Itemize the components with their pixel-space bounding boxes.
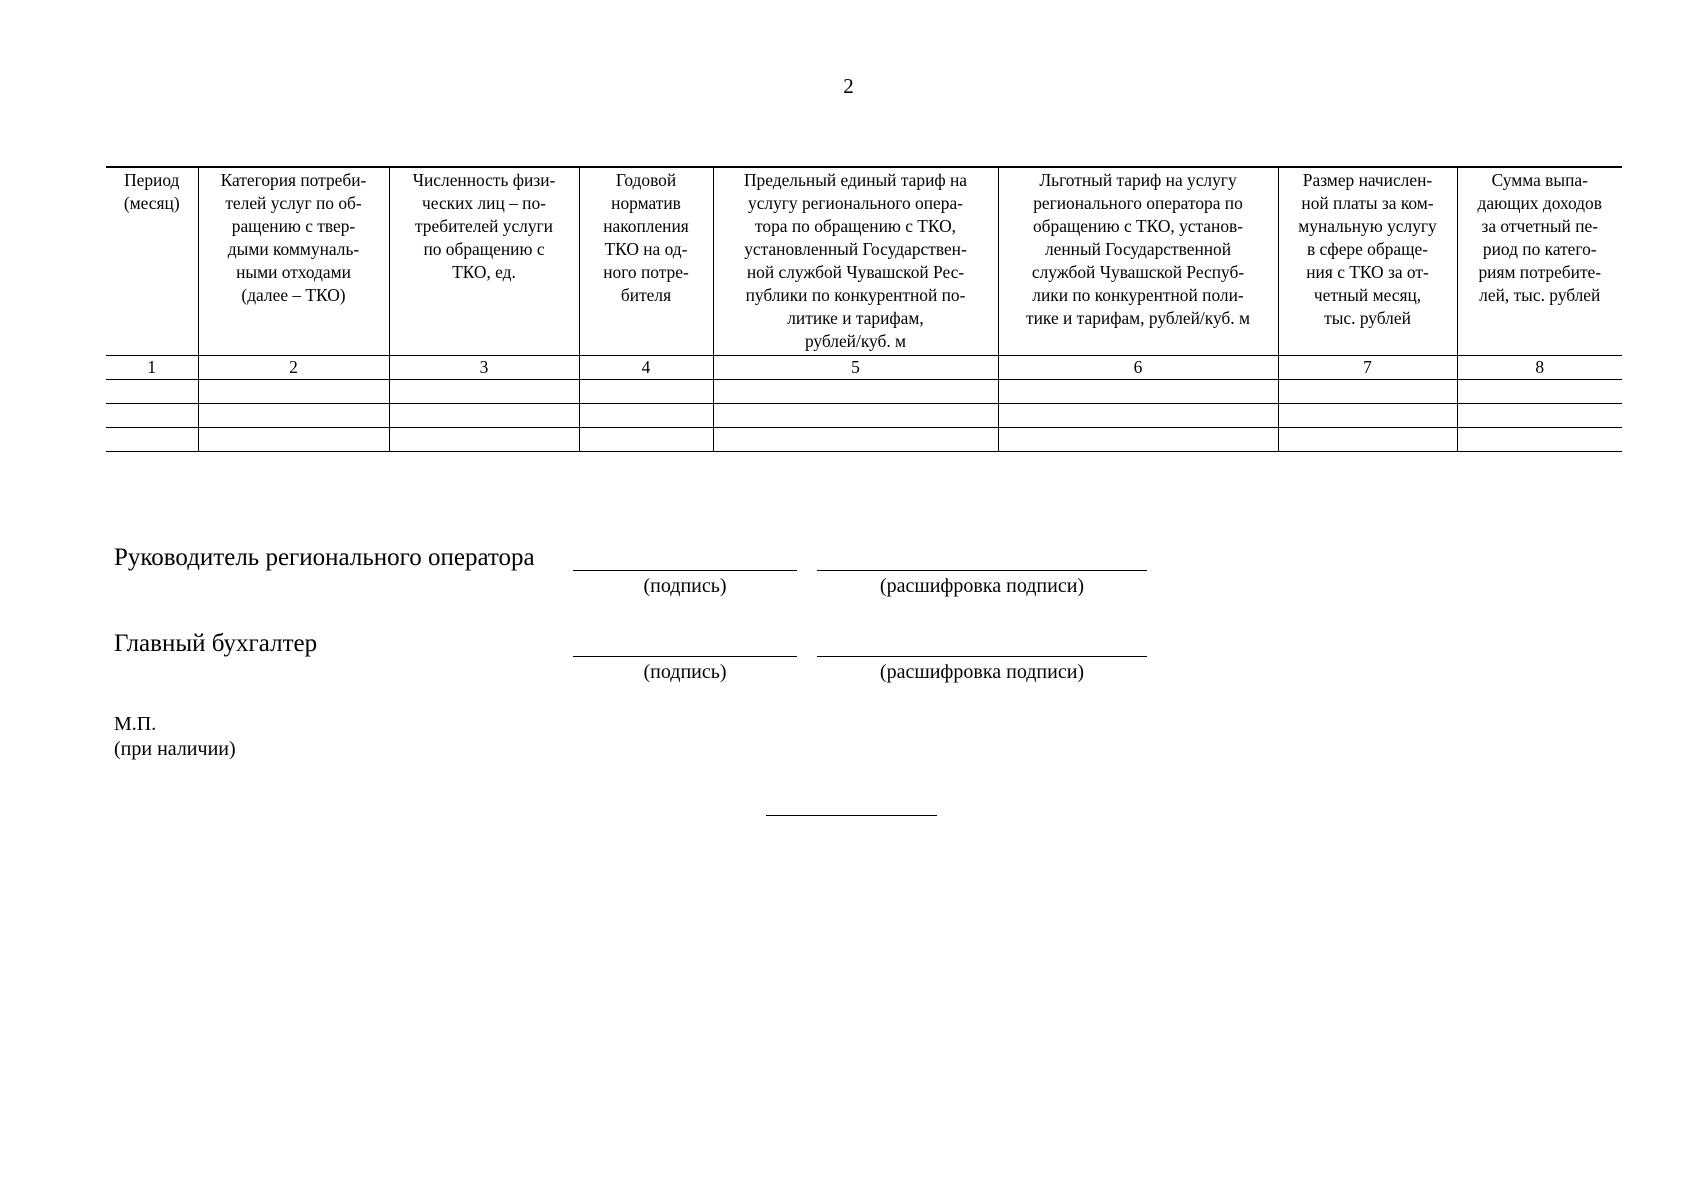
table-cell[interactable] (1278, 428, 1457, 452)
table-cell[interactable] (998, 404, 1278, 428)
column-number: 2 (198, 356, 389, 380)
head-signature-line[interactable] (573, 570, 797, 571)
header-cell-lost-income: Сумма выпа- дающих доходов за отчетный пе- риод по катего- риям потребите- лей, тыс. рублей (1457, 167, 1622, 356)
column-number: 3 (389, 356, 579, 380)
header-cell-preferential-tariff: Льготный тариф на услугу регионального оператора по обращению с ТКО, установ- ленный Государственной службой Чувашской Респуб- лики по конкурентной поли- тике и тарифам, рублей/куб. м (998, 167, 1278, 356)
head-signature-label: Руководитель регионального оператора (114, 544, 535, 571)
table-cell[interactable] (198, 404, 389, 428)
accountant-signature-label: Главный бухгалтер (114, 630, 318, 657)
report-table (106, 166, 1622, 452)
head-decoding-line[interactable] (817, 570, 1147, 571)
table-cell[interactable] (198, 428, 389, 452)
accountant-signature-line[interactable] (573, 656, 797, 657)
accountant-signature-caption: (подпись) (643, 661, 727, 683)
table-row (106, 428, 1622, 452)
table-row (106, 380, 1622, 404)
header-cell-norm: Годовой норматив накопления ТКО на од- ного потре- бителя (579, 167, 713, 356)
table-cell[interactable] (998, 428, 1278, 452)
document-end-divider (766, 815, 937, 816)
table-cell[interactable] (389, 428, 579, 452)
column-number: 4 (579, 356, 713, 380)
column-number: 8 (1457, 356, 1622, 380)
table-cell[interactable] (106, 404, 198, 428)
column-number: 6 (998, 356, 1278, 380)
column-number: 5 (713, 356, 998, 380)
table-header-row (106, 167, 1622, 356)
header-cell-max-tariff: Предельный единый тариф на услугу регионального опера- тора по обращению с ТКО, установленный Государствен- ной службой Чувашской Рес- публики по конкурентной по- литике и тарифам, рублей/куб. м (713, 167, 998, 356)
table-cell[interactable] (1457, 404, 1622, 428)
table-cell[interactable] (106, 428, 198, 452)
accountant-decoding-line[interactable] (817, 656, 1147, 657)
table-cell[interactable] (389, 380, 579, 404)
stamp-label: М.П. (114, 713, 157, 735)
accountant-decoding-caption: (расшифровка подписи) (879, 661, 1085, 683)
table-row (106, 404, 1622, 428)
table-cell[interactable] (579, 404, 713, 428)
table-cell[interactable] (713, 428, 998, 452)
head-signature-caption: (подпись) (643, 575, 727, 597)
column-number: 1 (106, 356, 198, 380)
table-cell[interactable] (389, 404, 579, 428)
column-number-row (106, 356, 1622, 380)
page-number: 2 (843, 74, 854, 98)
table-cell[interactable] (713, 380, 998, 404)
stamp-note: (при наличии) (114, 738, 236, 760)
table-cell[interactable] (579, 428, 713, 452)
column-number: 7 (1278, 356, 1457, 380)
table-cell[interactable] (1457, 380, 1622, 404)
table-cell[interactable] (579, 380, 713, 404)
table-cell[interactable] (998, 380, 1278, 404)
table-cell[interactable] (1457, 428, 1622, 452)
table-cell[interactable] (198, 380, 389, 404)
table-cell[interactable] (713, 404, 998, 428)
table-cell[interactable] (1278, 404, 1457, 428)
header-cell-period: Период (месяц) (106, 167, 198, 356)
table-cell[interactable] (1278, 380, 1457, 404)
header-cell-accrued-payment: Размер начислен- ной платы за ком- мунальную услугу в сфере обраще- ния с ТКО за от- четный месяц, тыс. рублей (1278, 167, 1457, 356)
header-cell-category: Категория потреби- телей услуг по об- ращению с твер- дыми коммуналь- ными отходами (далее – ТКО) (198, 167, 389, 356)
table-cell[interactable] (106, 380, 198, 404)
header-cell-headcount: Численность физи- ческих лиц – по- требителей услуги по обращению с ТКО, ед. (389, 167, 579, 356)
head-decoding-caption: (расшифровка подписи) (879, 575, 1085, 597)
